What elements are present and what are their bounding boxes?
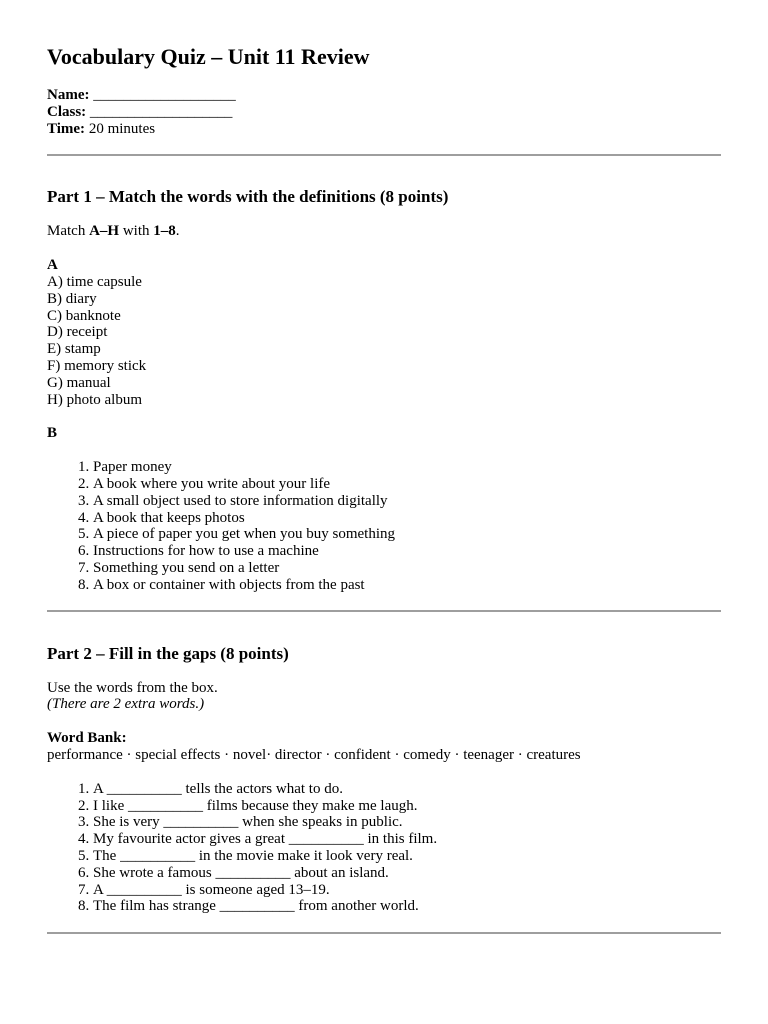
gap-sentence[interactable]: 5. The __________ in the movie make it look very real. xyxy=(93,848,721,865)
column-b xyxy=(47,425,721,593)
gap-sentence[interactable]: 7. A __________ is someone aged 13–19. xyxy=(93,882,721,899)
instruction-text: Match xyxy=(47,223,90,240)
class-label: Class: xyxy=(47,103,87,120)
gap-sentence[interactable]: 2. I like __________ films because they make me laugh. xyxy=(93,798,721,815)
divider xyxy=(47,154,721,156)
class-line xyxy=(47,104,721,121)
list-item: H) photo album xyxy=(47,391,142,408)
divider xyxy=(47,610,721,612)
list-item: 7. Something you send on a letter xyxy=(93,560,721,577)
gap-sentence[interactable]: 8. The film has strange __________ from another world. xyxy=(93,898,721,915)
time-line xyxy=(47,121,721,138)
instruction-text: . xyxy=(175,223,180,240)
name-label: Name: xyxy=(47,87,90,103)
word-bank-words: performance · special effects · novel· director · confident · comedy · teenager · creatures xyxy=(47,746,581,763)
list-item: A) time capsule xyxy=(47,273,142,290)
column-a xyxy=(47,257,721,408)
part2-note xyxy=(47,696,721,713)
part1-heading: Part 1 – Match the words with the definitions (8 points) xyxy=(47,187,449,207)
list-item: 3. A small object used to store information digitally xyxy=(93,493,721,510)
gap-sentence[interactable]: 6. She wrote a famous __________ about an island. xyxy=(93,865,721,882)
gap-fill-list xyxy=(47,781,721,915)
note-text: (There are 2 extra words.) xyxy=(47,696,205,713)
instruction-text: with xyxy=(119,223,154,240)
list-item: 5. A piece of paper you get when you buy something xyxy=(93,526,721,543)
gap-sentence[interactable]: 3. She is very __________ when she speaks in public. xyxy=(93,814,721,831)
column-b-label: B xyxy=(47,425,58,442)
list-item: E) stamp xyxy=(47,341,101,358)
class-field[interactable]: ___________________ xyxy=(89,103,233,120)
gap-sentence[interactable]: 1. A __________ tells the actors what to do. xyxy=(93,781,721,798)
gap-sentence[interactable]: 4. My favourite actor gives a great __________ in this film. xyxy=(93,831,721,848)
list-item: 4. A book that keeps photos xyxy=(93,510,721,527)
column-b-list xyxy=(47,459,721,593)
list-item: F) memory stick xyxy=(47,357,147,374)
list-item: C) banknote xyxy=(47,307,121,324)
list-item: B) diary xyxy=(47,290,97,307)
name-line xyxy=(47,87,721,104)
student-info xyxy=(47,87,721,137)
list-item: D) receipt xyxy=(47,324,108,341)
divider xyxy=(47,932,721,934)
word-bank-label: Word Bank: xyxy=(47,730,127,747)
part1-instruction xyxy=(47,223,721,240)
list-item: 8. A box or container with objects from the past xyxy=(93,577,721,594)
word-bank xyxy=(47,730,721,764)
name-field[interactable]: ___________________ xyxy=(93,87,236,103)
column-a-label: A xyxy=(47,257,58,274)
column-a-list xyxy=(47,274,721,408)
page-title: Vocabulary Quiz – Unit 11 Review xyxy=(47,44,370,69)
list-item: 6. Instructions for how to use a machine xyxy=(93,543,721,560)
time-label: Time: xyxy=(47,120,86,137)
instruction-range-a: A–H xyxy=(89,223,120,240)
list-item: 2. A book where you write about your life xyxy=(93,476,721,493)
instruction-range-b: 1–8 xyxy=(153,223,176,240)
part2-instruction: Use the words from the box. xyxy=(47,679,218,696)
part2-heading: Part 2 – Fill in the gaps (8 points) xyxy=(47,643,289,663)
time-value: 20 minutes xyxy=(88,120,156,137)
list-item: 1. Paper money xyxy=(93,459,721,476)
list-item: G) manual xyxy=(47,374,111,391)
